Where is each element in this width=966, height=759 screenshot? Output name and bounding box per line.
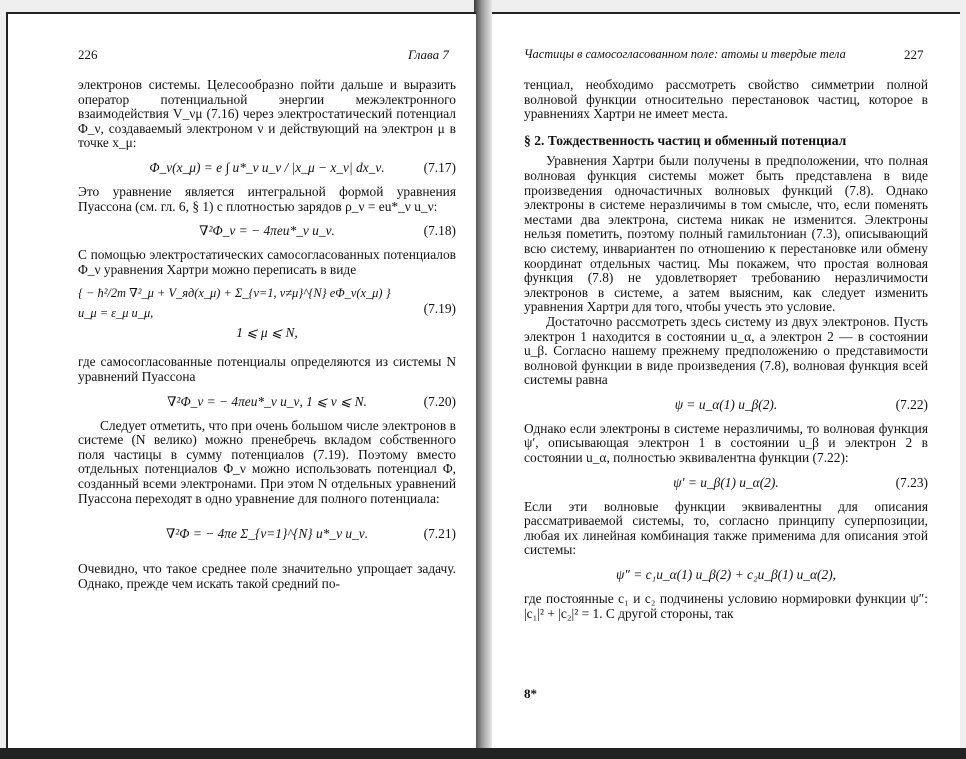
section-title: § 2. Тождественность частиц и обменный потенциал [524,132,847,148]
paragraph: Следует отметить, что при очень большом числе электронов в системе (N велико) можно пренебречь вкладом собственного поля частицы в сумму потенциалов (7.19). Поэтому вместо отдельных потенциалов Φ_ν можно использовать потенциал Φ, созданный всеми электронами. При этом N отдельных уравнений Пуассона переходят в одно уравнение для полного потенциала: [78,417,456,506]
equation-7-19: { − ħ²/2m ∇²_μ + V_яд(x_μ) + Σ_{ν=1, ν≠μ}^{N} eΦ_ν(x_μ) } u_μ = ε_μ u_μ, 1 ⩽ μ ⩽ N, (7.19) [78,286,456,341]
paragraph: где самосогласованные потенциалы определяются из системы N уравнений Пуассона [78,354,456,384]
paragraph: С помощью электростатических самосогласованных потенциалов Φ_ν уравнения Хартри можно переписать в виде [78,247,456,277]
equation-7-20: ∇²Φ_ν = − 4πeu*_ν u_ν, 1 ⩽ ν ⩽ N. (7.20) [167,393,456,409]
equation-superposition: ψ″ = c₁u_α(1) u_β(2) + c₂u_β(1) u_α(2), [615,567,836,583]
paragraph: Если эти волновые функции эквивалентны для описания рассматриваемой системы, то, согласно принципу суперпозиции, любая их линейная комбинация также применима для описания этой системы: [524,498,928,558]
right-page [492,12,960,749]
paragraph: Это уравнение является интегральной формой уравнения Пуассона (см. гл. 6, § 1) с плотностью зарядов ρ_ν = eu*_ν u_ν: [78,183,456,214]
signature-mark: 8* [524,686,537,701]
text-column [78,78,456,591]
left-page [6,12,476,749]
equation-7-23: ψ′ = u_β(1) u_α(2). (7.23) [673,474,928,490]
paragraph: Очевидно, что такое среднее поле значительно упрощает задачу. Однако, прежде чем искать такой средний по- [78,561,456,591]
equation-7-17: Φ_ν(x_μ) = e ∫ u*_ν u_ν / |x_μ − x_ν| dx_ν. (7.17) [149,159,456,175]
running-head: Частицы в самосогласованном поле: атомы и твердые тела [524,47,846,61]
paragraph: электронов системы. Целесообразно пойти дальше и выразить оператор потенциальной энергии межэлектронного взаимодействия V_νμ (7.16) через электростатический потенциал Φ_ν, создаваемый электроном ν и действующий на электрон μ в точке x_μ: [78,77,456,151]
page-number: 227 [904,47,924,62]
book-bottom-edge [0,748,966,759]
paragraph: Достаточно рассмотреть здесь систему из двух электронов. Пусть электрон 1 находится в состоянии u_α, а электрон 2 — в состоянии u_β. Согласно нашему прежнему предположению о представимости волновой функции в виде произведения (7.8), волновая функция всей системы равна [524,313,928,388]
equation-7-21: ∇²Φ = − 4πe Σ_{ν=1}^{N} u*_ν u_ν. (7.21) [165,526,456,542]
equation-7-22: ψ = u_α(1) u_β(2). (7.22) [674,396,928,412]
book-gutter [474,0,492,759]
paragraph: тенциал, необходимо рассмотреть свойство симметрии полной волновой функции относительно перестановок частиц, которое в уравнениях Хартри не имеет места. [524,77,928,122]
text-column [524,78,928,621]
paragraph: Уравнения Хартри были получены в предположении, что полная волновая функция системы может быть представлена в виде произведения одночастичных волновых функций (7.8). Однако электроны в системе неразличимы в том смысле, что, если поменять местами два электрона, система никак не изменится. Электроны нельзя пометить, поэтому полный гамильтониан (7.3), описывающий всю систему, инвариантен по отношению к перестановке или обмену координат отдельных частиц. Мы покажем, что простая волновая функция (7.8) не удовлетворяет требованию неразличимости электронов в системе, а затем выясним, как следует изменить уравнения Хартри для того, чтобы учесть это условие. [524,153,928,315]
paragraph: Однако если электроны в системе неразличимы, то волновая функция ψ′, описывающая электрон 1 в состоянии u_β и электрон 2 в состоянии u_α, полностью эквивалентна функции (7.22): [524,420,928,466]
page-number: 226 [78,47,98,62]
equation-7-18: ∇²Φ_ν = − 4πeu*_ν u_ν. (7.18) [199,223,456,239]
paragraph: где постоянные c₁ и c₂ подчинены условию нормировки функции ψ″: |c₁|² + |c₂|² = 1. С другой стороны, так [524,591,928,621]
running-head: Глава 7 [408,47,449,62]
